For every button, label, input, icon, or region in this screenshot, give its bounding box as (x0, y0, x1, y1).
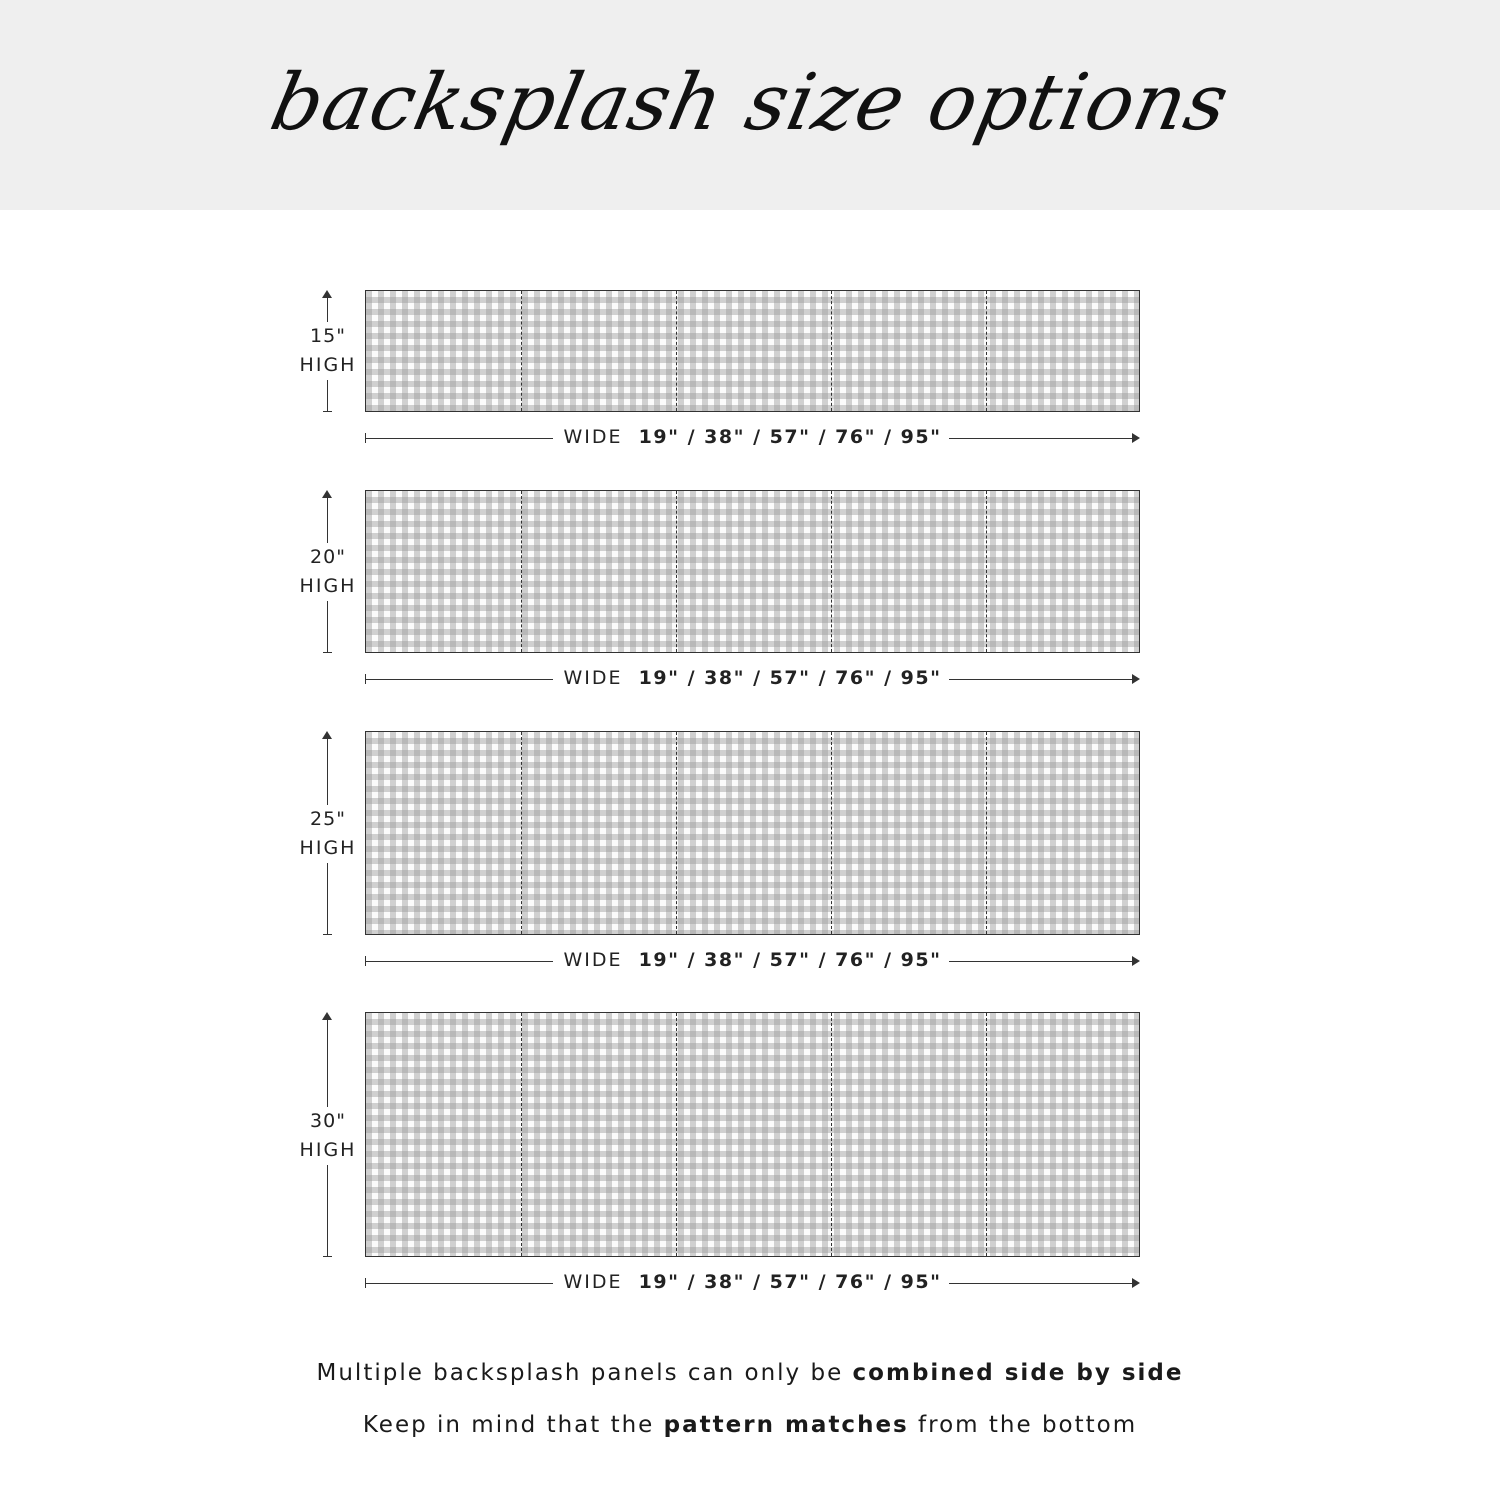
note-combine (0, 1360, 1500, 1386)
height-value: 20" (310, 546, 346, 568)
note-text: Multiple backsplash panels can only be (316, 1360, 853, 1386)
high-text: HIGH (299, 1139, 357, 1161)
panel-seam (986, 1013, 987, 1256)
note-pattern (0, 1412, 1500, 1438)
note-emphasis: combined side by side (852, 1360, 1184, 1386)
height-label (296, 543, 360, 601)
panel-seam (831, 732, 832, 934)
height-label (296, 1107, 360, 1165)
high-text: HIGH (299, 837, 357, 859)
high-text: HIGH (299, 354, 357, 376)
width-label (560, 426, 945, 448)
wide-text: WIDE (563, 949, 623, 971)
header-banner (0, 0, 1500, 210)
width-dimension-line (949, 438, 1134, 439)
width-dimension-line (949, 679, 1134, 680)
wide-text: WIDE (563, 1271, 623, 1293)
height-label (296, 805, 360, 863)
width-dimension-line (365, 679, 553, 680)
panel-seam (676, 732, 677, 934)
width-dimension-line (365, 438, 553, 439)
width-label (560, 949, 945, 971)
width-dimension-line (949, 1283, 1134, 1284)
dimension-cap (323, 1256, 332, 1257)
dimension-cap (323, 411, 332, 412)
panel-seam (521, 1013, 522, 1256)
width-values: 19" / 38" / 57" / 76" / 95" (638, 1271, 942, 1293)
height-value: 30" (310, 1110, 346, 1132)
panel-seam (986, 491, 987, 652)
width-dimension-line (365, 961, 553, 962)
wide-text: WIDE (563, 426, 623, 448)
panel-seam (676, 491, 677, 652)
page-title: backsplash size options (263, 58, 1237, 148)
panel-seam (521, 732, 522, 934)
panel-seam (521, 491, 522, 652)
width-dimension-line (365, 1283, 553, 1284)
width-dimension-line (949, 961, 1134, 962)
gingham-panel (365, 731, 1140, 935)
width-dimension (365, 1273, 1140, 1293)
width-label (560, 1271, 945, 1293)
height-label (296, 322, 360, 380)
note-text: Keep in mind that the (362, 1412, 664, 1438)
panel-seam (521, 291, 522, 411)
height-value: 25" (310, 808, 346, 830)
width-dimension (365, 428, 1140, 448)
width-values: 19" / 38" / 57" / 76" / 95" (638, 426, 942, 448)
wide-text: WIDE (563, 667, 623, 689)
panel-seam (831, 291, 832, 411)
arrow-right-icon (1132, 956, 1140, 966)
dimension-cap (323, 934, 332, 935)
gingham-panel (365, 290, 1140, 412)
panel-seam (676, 291, 677, 411)
note-text: from the bottom (908, 1412, 1138, 1438)
height-value: 15" (310, 325, 346, 347)
arrow-right-icon (1132, 674, 1140, 684)
width-dimension (365, 669, 1140, 689)
panel-seam (986, 291, 987, 411)
panel-seam (986, 732, 987, 934)
width-label (560, 667, 945, 689)
gingham-panel (365, 490, 1140, 653)
dimension-cap (323, 652, 332, 653)
panel-seam (831, 1013, 832, 1256)
width-values: 19" / 38" / 57" / 76" / 95" (638, 949, 942, 971)
panel-seam (676, 1013, 677, 1256)
gingham-panel (365, 1012, 1140, 1257)
arrow-right-icon (1132, 433, 1140, 443)
width-dimension (365, 951, 1140, 971)
width-values: 19" / 38" / 57" / 76" / 95" (638, 667, 942, 689)
high-text: HIGH (299, 575, 357, 597)
panel-seam (831, 491, 832, 652)
arrow-right-icon (1132, 1278, 1140, 1288)
note-emphasis: pattern matches (663, 1412, 909, 1438)
